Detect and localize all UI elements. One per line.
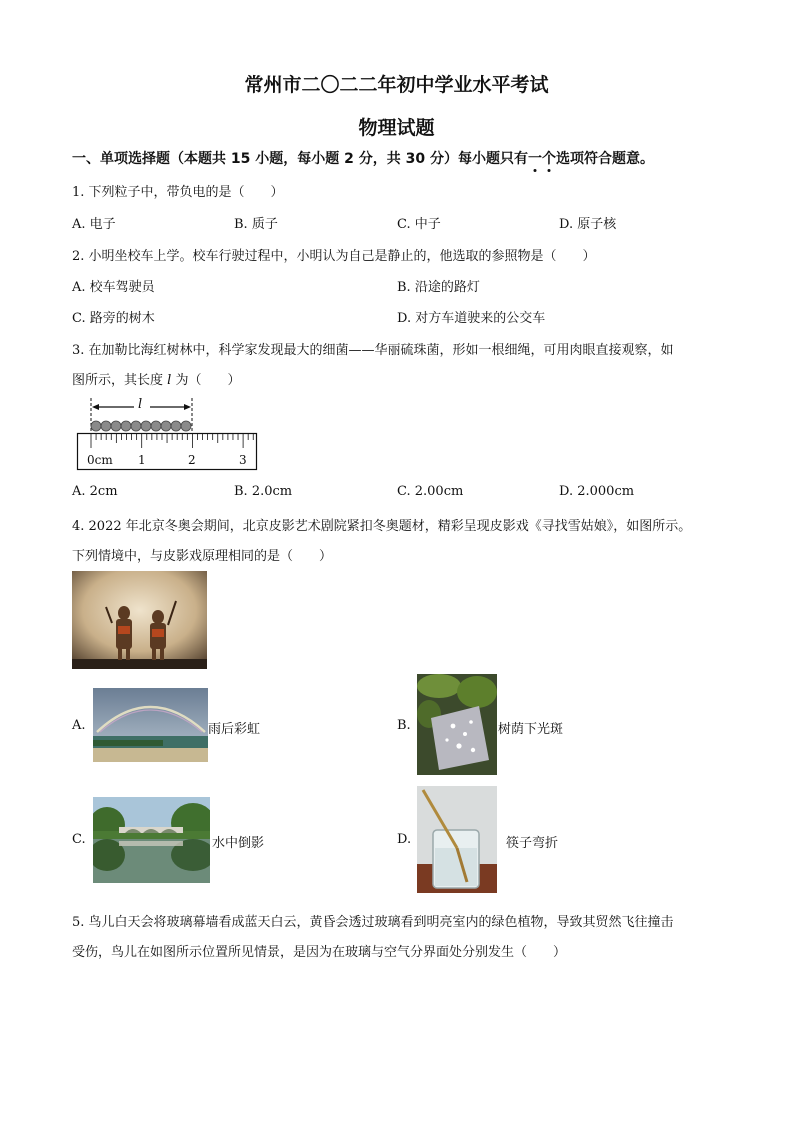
scale-label-2: 2 — [188, 453, 196, 467]
section-heading-end: 选项符合题意。 — [555, 151, 654, 167]
q4-option-a-letter[interactable]: A. — [72, 718, 86, 733]
emphasis-char: 一 — [527, 151, 542, 167]
ruler-figure — [76, 396, 260, 474]
scale-label-3: 3 — [239, 453, 247, 467]
reflection-photo — [93, 797, 210, 883]
q3-stem-text-end: 为（ ） — [175, 373, 241, 388]
shadow-puppet-photo — [72, 571, 207, 669]
q4-option-b-caption[interactable]: 树荫下光斑 — [498, 722, 564, 737]
q2-option-d[interactable]: D. 对方车道驶来的公交车 — [397, 311, 546, 326]
q4-option-c-caption[interactable]: 水中倒影 — [212, 836, 265, 851]
length-label: l — [138, 397, 143, 412]
q3-option-c[interactable]: C. 2.00cm — [397, 484, 464, 499]
light-spots-photo — [417, 674, 497, 775]
scale-label-1: 1 — [138, 453, 146, 467]
q4-option-c-letter[interactable]: C. — [72, 832, 86, 847]
exam-title: 常州市二〇二二年初中学业水平考试 — [244, 74, 549, 96]
question-3-stem-line1: 3. 在加勒比海红树林中，科学家发现最大的细菌——华丽硫珠菌，形如一根细绳，可用肉眼直接观察，如 — [72, 343, 674, 358]
question-5-stem-line1: 5. 鸟儿白天会将玻璃幕墙看成蓝天白云，黄昏会透过玻璃看到明亮室内的绿色植物，导致其贸然飞往撞击 — [72, 915, 674, 930]
rainbow-photo — [93, 688, 208, 762]
length-variable: l — [167, 373, 172, 388]
question-1-stem: 1. 下列粒子中，带负电的是（ ） — [72, 185, 284, 200]
question-3-stem-line2 — [72, 369, 240, 388]
scale-label-0: 0cm — [87, 453, 113, 467]
q1-option-a[interactable]: A. 电子 — [72, 217, 116, 232]
question-2-stem: 2. 小明坐校车上学。校车行驶过程中，小明认为自己是静止的，他选取的参照物是（ ） — [72, 249, 596, 264]
q1-option-c[interactable]: C. 中子 — [397, 217, 441, 232]
question-4-stem-line1: 4. 2022 年北京冬奥会期间，北京皮影艺术剧院紧扣冬奥题材，精彩呈现皮影戏《寻找雪姑娘》，如图所示。 — [72, 519, 692, 534]
q4-option-a-caption[interactable]: 雨后彩虹 — [208, 722, 261, 737]
exam-subtitle: 物理试题 — [358, 117, 435, 139]
section-heading — [72, 148, 654, 168]
q2-option-a[interactable]: A. 校车驾驶员 — [72, 280, 155, 295]
question-4-stem-line2: 下列情境中，与皮影戏原理相同的是（ ） — [72, 549, 333, 564]
q4-option-d-caption[interactable]: 筷子弯折 — [506, 836, 559, 851]
q3-option-d[interactable]: D. 2.000cm — [559, 484, 635, 499]
q4-option-b-letter[interactable]: B. — [397, 718, 411, 733]
q1-option-b[interactable]: B. 质子 — [234, 217, 278, 232]
q2-option-c[interactable]: C. 路旁的树木 — [72, 311, 155, 326]
q3-option-b[interactable]: B. 2.0cm — [234, 484, 293, 499]
q1-option-d[interactable]: D. 原子核 — [559, 217, 617, 232]
q3-option-a[interactable]: A. 2cm — [72, 484, 118, 499]
q4-option-d-letter[interactable]: D. — [397, 832, 412, 847]
section-heading-text: 一、单项选择题（本题共 15 小题，每小题 2 分，共 30 分）每小题只有 — [72, 151, 528, 167]
question-5-stem-line2: 受伤，鸟儿在如图所示位置所见情景，是因为在玻璃与空气分界面处分别发生（ ） — [72, 945, 567, 960]
q3-stem-text: 图所示，其长度 — [72, 373, 164, 388]
chopstick-photo — [417, 786, 497, 893]
emphasis-char: 个 — [541, 151, 556, 167]
q2-option-b[interactable]: B. 沿途的路灯 — [397, 280, 480, 295]
